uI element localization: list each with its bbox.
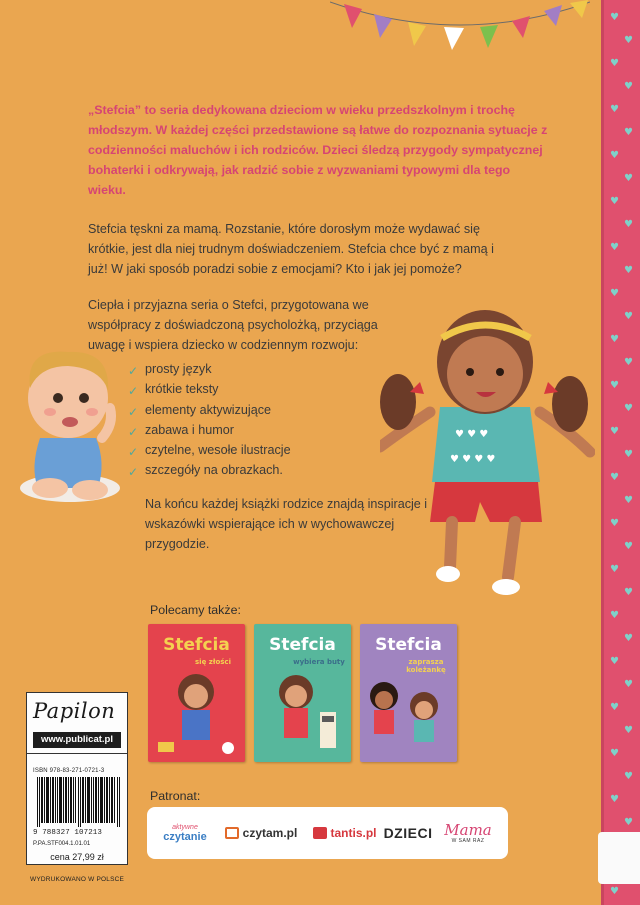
recommend-label: Polecamy także: xyxy=(150,603,241,617)
barcode-icon xyxy=(37,777,121,827)
heart-icon: ♥ xyxy=(624,35,633,46)
book-subtitle: się złości xyxy=(195,658,231,666)
publisher-box xyxy=(26,692,128,754)
book-icon xyxy=(225,827,239,839)
heart-icon: ♥ xyxy=(624,541,633,552)
book-subtitle: zaprasza koleżankę xyxy=(406,658,446,674)
heart-icon: ♥ xyxy=(624,449,633,460)
story-description: Stefcia tęskni za mamą. Rozstanie, które dorosłym może wydawać się krótkie, jest dla niej trudnym doświadczeniem. Stefcia chce być z mamą i już! W jaki sposób poradzi sobie z emocjami? Kto i jak jej pomoże? xyxy=(88,222,494,276)
heart-icon: ♥ xyxy=(610,150,619,161)
heart-icon: ♥ xyxy=(624,173,633,184)
check-icon: ✓ xyxy=(128,465,139,480)
heart-icon: ♥ xyxy=(624,817,633,828)
parents-note: Na końcu każdej książki rodzice znajdą inspiracje i wskazówki wspierające ich w wychowawczej przygodzie. xyxy=(145,497,428,551)
list-item: ✓ szczegóły na obrazkach. xyxy=(128,460,291,480)
hearts-pattern xyxy=(604,0,640,905)
list-item: ✓ czytelne, wesołe ilustracje xyxy=(128,440,291,460)
heart-icon: ♥ xyxy=(624,403,633,414)
publisher-url: www.publicat.pl xyxy=(33,732,121,748)
heart-icon: ♥ xyxy=(610,242,619,253)
book-title: Stefcia xyxy=(163,635,230,655)
heart-icon: ♥ xyxy=(624,679,633,690)
book-cover-wybiera-buty xyxy=(254,624,351,762)
partner-czytam: czytam.pl xyxy=(219,807,303,859)
heart-icon: ♥ xyxy=(624,357,633,368)
heart-icon: ♥ xyxy=(610,702,619,713)
check-icon: ✓ xyxy=(128,384,139,399)
heart-icon: ♥ xyxy=(624,587,633,598)
book-illustration xyxy=(254,672,351,762)
heart-icon: ♥ xyxy=(610,58,619,69)
printed-in-label: WYDRUKOWANO W POLSCE xyxy=(30,876,125,883)
heart-icon: ♥ xyxy=(610,288,619,299)
heart-icon: ♥ xyxy=(610,380,619,391)
barcode-box xyxy=(26,754,128,864)
heart-icon: ♥ xyxy=(610,196,619,207)
sticker-label xyxy=(598,832,640,884)
check-icon: ✓ xyxy=(128,445,139,460)
heart-icon: ♥ xyxy=(610,886,619,897)
stefcia-illustration xyxy=(380,292,595,608)
isbn-text: ISBN 978-83-271-0721-3 xyxy=(33,768,105,774)
list-item: ✓ prosty język xyxy=(128,359,291,379)
book-title: Stefcia xyxy=(375,635,442,655)
price-label: cena 27,99 zł xyxy=(26,850,128,865)
heart-icon: ♥ xyxy=(624,633,633,644)
tantis-icon xyxy=(313,827,327,839)
features-list xyxy=(128,359,291,481)
heart-icon: ♥ xyxy=(610,472,619,483)
series-description: Ciepła i przyjazna seria o Stefci, przygotowana we współpracy z doświadczoną psycholożką, przyciąga uwagę i wspiera dziecko w codziennym rozwoju: xyxy=(88,298,378,352)
heart-icon: ♥ xyxy=(610,610,619,621)
check-icon: ✓ xyxy=(128,364,139,378)
book-illustration xyxy=(360,672,457,762)
heart-icon: ♥ xyxy=(624,219,633,230)
book-illustration xyxy=(148,672,245,762)
heart-icon: ♥ xyxy=(624,725,633,736)
heart-icon: ♥ xyxy=(610,12,619,23)
check-icon: ✓ xyxy=(128,404,139,419)
book-spine xyxy=(604,0,640,905)
book-cover-sie-zlosci xyxy=(148,624,245,762)
product-code: P.PA.STF004.1.01.01 xyxy=(33,841,91,847)
heart-icon: ♥ xyxy=(624,495,633,506)
list-item: ✓ elementy aktywizujące xyxy=(128,400,291,420)
svg-text:♥ ♥ ♥: ♥ ♥ ♥ xyxy=(455,429,489,440)
heart-icon: ♥ xyxy=(624,311,633,322)
heart-icon: ♥ xyxy=(610,656,619,667)
heart-icon: ♥ xyxy=(610,426,619,437)
heart-icon: ♥ xyxy=(610,794,619,805)
heart-icon: ♥ xyxy=(610,518,619,529)
partner-dzieci: DZIECI xyxy=(383,825,433,841)
book-title: Stefcia xyxy=(269,635,336,655)
list-item: ✓ zabawa i humor xyxy=(128,420,291,440)
partner-logos xyxy=(147,807,508,859)
heart-icon: ♥ xyxy=(610,104,619,115)
heart-icon: ♥ xyxy=(624,771,633,782)
heart-icon: ♥ xyxy=(624,127,633,138)
barcode-number: 9 788327 107213 xyxy=(33,829,103,837)
book-subtitle: wybiera buty xyxy=(293,658,345,666)
heart-icon: ♥ xyxy=(624,265,633,276)
publisher-logo: Papilon xyxy=(33,699,116,723)
book-cover-zaprasza-kolezanke xyxy=(360,624,457,762)
patronage-label: Patronat: xyxy=(150,789,201,803)
heart-icon: ♥ xyxy=(610,334,619,345)
svg-text:♥ ♥ ♥ ♥: ♥ ♥ ♥ ♥ xyxy=(450,454,496,465)
heart-icon: ♥ xyxy=(610,564,619,575)
partner-mama-w-sam-raz: Mama W SAM RAZ xyxy=(444,820,492,844)
list-item: ✓ krótkie teksty xyxy=(128,379,291,399)
heart-icon: ♥ xyxy=(610,748,619,759)
series-intro: „Stefcia” to seria dedykowana dzieciom w wieku przedszkolnym i trochę młodszym. W każdej części przedstawione są łatwe do rozpoznania sytuacje z codzienności maluchów i ich rodziców. Dzieci śledzą przygody sympatycznej bohaterki i odkrywają, jak radzić sobie z wyzwaniami typowymi dla tego wieku. xyxy=(88,103,548,197)
heart-icon: ♥ xyxy=(624,81,633,92)
bunting-decoration xyxy=(330,0,590,70)
check-icon: ✓ xyxy=(128,424,139,439)
baby-illustration xyxy=(10,338,128,510)
partner-tantis: tantis.pl xyxy=(307,807,383,859)
partner-aktywne-czytanie: aktywne czytanie xyxy=(163,823,207,843)
